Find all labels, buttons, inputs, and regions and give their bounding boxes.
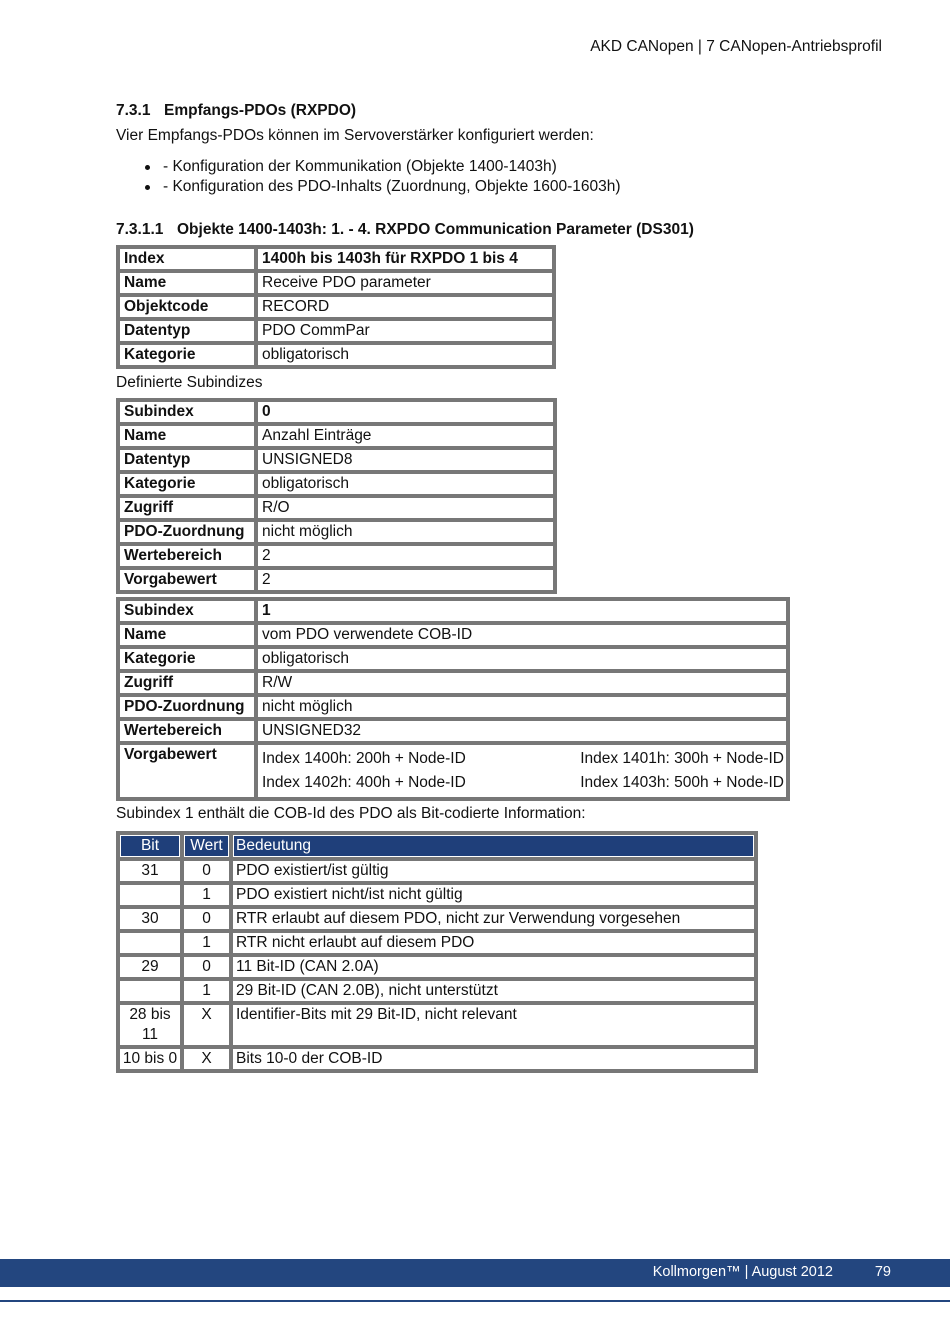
table-header-row (118, 833, 756, 859)
table-row (118, 271, 554, 295)
table-row (118, 1003, 756, 1047)
table-row (118, 743, 788, 799)
table-key: PDO-Zuordnung (118, 695, 256, 719)
table-row (118, 472, 555, 496)
table-row (118, 623, 788, 647)
table-key: Subindex (118, 599, 256, 623)
footer-bar (0, 1259, 950, 1287)
wert-cell: 0 (182, 859, 231, 883)
bit-cell: 10 bis 0 (118, 1047, 182, 1071)
table-key: PDO-Zuordnung (118, 520, 256, 544)
bullet-item: - Konfiguration der Kommunikation (Objekte 1400-1403h) (145, 157, 621, 177)
table-value: obligatorisch (256, 343, 554, 367)
footer-rule (0, 1300, 950, 1302)
table-row (118, 400, 555, 424)
table-row (118, 520, 555, 544)
table-value: UNSIGNED32 (256, 719, 788, 743)
wert-cell: X (182, 1003, 231, 1047)
table-row (118, 647, 788, 671)
table-key: Wertebereich (118, 719, 256, 743)
section-intro: Vier Empfangs-PDOs können im Servoverstärker konfiguriert werden: (116, 127, 594, 144)
table-value: PDO CommPar (256, 319, 554, 343)
column-header: Wert (182, 833, 231, 859)
section-number: 7.3.1 (116, 102, 151, 119)
wert-cell: 0 (182, 955, 231, 979)
bedeutung-cell: Bits 10-0 der COB-ID (231, 1047, 756, 1071)
table-value: 2 (256, 568, 555, 592)
bit-cell (118, 883, 182, 907)
bit-cell (118, 979, 182, 1003)
page-number: 79 (874, 1264, 891, 1280)
bedeutung-cell: RTR erlaubt auf diesem PDO, nicht zur Verwendung vorgesehen (231, 907, 756, 931)
table-value: 2 (256, 544, 555, 568)
table-row (118, 599, 788, 623)
wert-cell: X (182, 1047, 231, 1071)
bit-cell (118, 931, 182, 955)
bedeutung-cell: RTR nicht erlaubt auf diesem PDO (231, 931, 756, 955)
table-key: Kategorie (118, 472, 256, 496)
table-key: Subindex (118, 400, 256, 424)
bullet-list (145, 157, 621, 197)
table-key: Kategorie (118, 647, 256, 671)
bit-cell: 29 (118, 955, 182, 979)
bits-table (116, 831, 758, 1073)
object-table (116, 245, 556, 369)
table-value: obligatorisch (256, 647, 788, 671)
table-value: 1 (256, 599, 788, 623)
running-header: AKD CANopen | 7 CANopen-Antriebsprofil (590, 38, 882, 55)
table-value: obligatorisch (256, 472, 555, 496)
table-row (118, 568, 555, 592)
section-title: Empfangs-PDOs (RXPDO) (164, 102, 357, 119)
bedeutung-cell: 11 Bit-ID (CAN 2.0A) (231, 955, 756, 979)
table-value: UNSIGNED8 (256, 448, 555, 472)
bedeutung-cell: Identifier-Bits mit 29 Bit-ID, nicht relevant (231, 1003, 756, 1047)
wert-cell: 1 (182, 931, 231, 955)
vorgabewert-item: Index 1402h: 400h + Node-ID (262, 774, 466, 791)
subindizes-label: Definierte Subindizes (116, 374, 263, 391)
vorgabewert-item: Index 1401h: 300h + Node-ID (580, 750, 784, 767)
bedeutung-cell: PDO existiert nicht/ist nicht gültig (231, 883, 756, 907)
table-value: 1400h bis 1403h für RXPDO 1 bis 4 (256, 247, 554, 271)
table-row (118, 979, 756, 1003)
table-key: Wertebereich (118, 544, 256, 568)
table-row (118, 719, 788, 743)
table-key: Kategorie (118, 343, 256, 367)
column-header: Bedeutung (231, 833, 756, 859)
table-key: Datentyp (118, 448, 256, 472)
table-row (118, 343, 554, 367)
table-value: vom PDO verwendete COB-ID (256, 623, 788, 647)
table-row (118, 931, 756, 955)
table-key: Name (118, 271, 256, 295)
table-value: nicht möglich (256, 695, 788, 719)
table-key: Name (118, 424, 256, 448)
table-row (118, 295, 554, 319)
table-row (118, 955, 756, 979)
bedeutung-cell: 29 Bit-ID (CAN 2.0B), nicht unterstützt (231, 979, 756, 1003)
table-value: RECORD (256, 295, 554, 319)
bit-cell: 31 (118, 859, 182, 883)
table-row (118, 424, 555, 448)
wert-cell: 1 (182, 883, 231, 907)
table-row (118, 859, 756, 883)
table-key: Name (118, 623, 256, 647)
table-row (118, 319, 554, 343)
table-key: Index (118, 247, 256, 271)
table-row (118, 695, 788, 719)
section-heading (116, 102, 356, 120)
subsection-heading (116, 221, 694, 239)
vorgabewert-item: Index 1400h: 200h + Node-ID (262, 750, 466, 767)
wert-cell: 0 (182, 907, 231, 931)
table-value (256, 743, 788, 799)
table-row (118, 671, 788, 695)
column-header: Bit (118, 833, 182, 859)
bedeutung-cell: PDO existiert/ist gültig (231, 859, 756, 883)
vorgabewert-item: Index 1403h: 500h + Node-ID (580, 774, 784, 791)
table-row (118, 544, 555, 568)
table-row (118, 883, 756, 907)
table-key: Vorgabewert (118, 568, 256, 592)
table-row (118, 448, 555, 472)
table-row (118, 496, 555, 520)
subsection-number: 7.3.1.1 (116, 221, 164, 238)
vorgabewert-grid (258, 745, 786, 795)
table-row (118, 247, 554, 271)
table-key: Datentyp (118, 319, 256, 343)
subindex1-table (116, 597, 790, 801)
table-value: R/O (256, 496, 555, 520)
bit-cell: 30 (118, 907, 182, 931)
table-value: nicht möglich (256, 520, 555, 544)
subsection-title: Objekte 1400-1403h: 1. - 4. RXPDO Communication Parameter (DS301) (177, 221, 694, 238)
bit-cell: 28 bis 11 (118, 1003, 182, 1047)
table-value: 0 (256, 400, 555, 424)
table-key: Zugriff (118, 671, 256, 695)
table-key: Vorgabewert (118, 743, 256, 799)
table-row (118, 907, 756, 931)
subindex0-table (116, 398, 557, 594)
bullet-item: - Konfiguration des PDO-Inhalts (Zuordnung, Objekte 1600-1603h) (145, 177, 621, 197)
footer-text: Kollmorgen™ | August 2012 (652, 1264, 833, 1280)
table-row (118, 1047, 756, 1071)
table-value: Anzahl Einträge (256, 424, 555, 448)
bits-intro: Subindex 1 enthält die COB-Id des PDO als Bit-codierte Information: (116, 805, 586, 822)
table-key: Objektcode (118, 295, 256, 319)
table-value: Receive PDO parameter (256, 271, 554, 295)
table-key: Zugriff (118, 496, 256, 520)
table-value: R/W (256, 671, 788, 695)
wert-cell: 1 (182, 979, 231, 1003)
